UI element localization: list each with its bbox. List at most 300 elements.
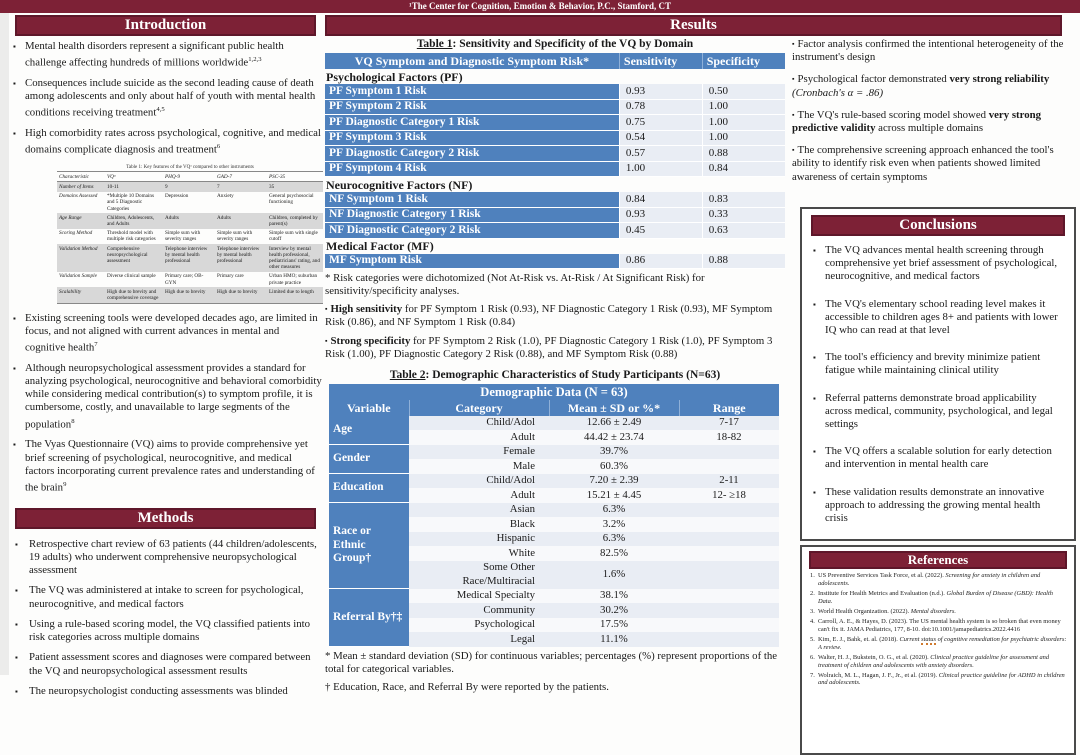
row-label: Scalability [57, 287, 105, 303]
row-label: Age Range [57, 213, 105, 228]
table-row [57, 244, 323, 272]
bullet-marker: ▪ [325, 336, 328, 345]
text-segment: Consequences include suicide as the second leading cause of death among adolescents and only about half of youth with mental health conditions receiving treatment [25, 77, 316, 119]
conclusion-bullet [811, 298, 1065, 338]
text-segment: The VQ's elementary school reading level makes it accessible to children ages 8+ and patients with lower IQ who can read at that level [825, 297, 1058, 337]
category-value: Hispanic [409, 532, 549, 547]
comparison-table-caption: Table 1: Key features of the VQᵃ compared to other instruments [126, 165, 254, 171]
category-value: Child/Adol [409, 474, 549, 489]
reference-item [809, 572, 1067, 587]
text-segment: Although neuropsychological assessment provides a standard for analyzing psychological, neurocognitive and behavioral comorbidity while considering medical contribution(s) to symptom profile, it is cumbersome, costly, and unavailable to large segments of the population [25, 361, 322, 431]
demographics-table [329, 384, 779, 648]
text-segment: Using a rule-based scoring model, the VQ classified patients into risk categories across multiple domains [29, 617, 311, 644]
risk-label: MF Symptom Risk [325, 254, 619, 269]
cell-value: Primary care; OB-GYN [165, 273, 204, 286]
bullet-marker: ▪ [15, 653, 18, 663]
table1-caption-rest: : Sensitivity and Specificity of the VQ by Domain [452, 38, 694, 50]
cell-value: Diverse clinical sample [107, 273, 156, 280]
cell-value: Limited due to length [267, 287, 323, 303]
cell-value: 35 [267, 182, 323, 192]
range-value [679, 517, 779, 532]
cell-value: *Multiple 10 Domains and 5 Diagnostic Categories [107, 193, 154, 212]
column-header: Sensitivity [619, 53, 702, 69]
text-segment: very strong predictive validity [792, 108, 1042, 135]
reference-item [809, 618, 1067, 633]
sensitivity-value: 0.57 [619, 146, 702, 162]
row-label: Scoring Method [59, 230, 93, 237]
sensitivity-value: 0.78 [619, 99, 702, 115]
reference-item [809, 636, 1067, 651]
category-value: Female [409, 445, 549, 460]
cell-value: High due to brevity and comprehensive coverage [105, 287, 163, 303]
specificity-value: 0.63 [702, 223, 785, 239]
specificity-value: 0.33 [702, 207, 785, 223]
range-value [679, 618, 779, 633]
results-middle-column [325, 37, 785, 698]
text-segment: 7 [94, 341, 98, 349]
cell-value: Children, Adolescents, and Adults [105, 213, 163, 228]
text-segment: Existing screening tools were developed decades ago, are limited in focus, and not aligned with current advances in mental and cognitive health [25, 311, 318, 354]
bullet-marker: ▪ [15, 586, 18, 596]
range-value [679, 503, 779, 518]
variable-label: Referral By†‡ [329, 589, 409, 647]
text-segment: Factor analysis confirmed the intentional heterogeneity of the instrument's design [792, 38, 1064, 64]
reference-number: 3. [810, 607, 815, 615]
mean-value: 39.7% [549, 445, 679, 460]
reference-item [809, 672, 1067, 687]
reference-number: 6. [810, 653, 815, 661]
bullet-marker: ▪ [15, 686, 18, 696]
bullet-marker: ▪ [813, 246, 816, 255]
specificity-value: 1.00 [702, 115, 785, 131]
column-header: Variable [329, 400, 409, 416]
section-label: Psychological Factors (PF) [326, 69, 463, 84]
text-segment: Patient assessment scores and diagnoses were compared between the VQ and neuropsychological assessment results [29, 651, 311, 677]
variable-label: Race or Ethnic Group† [329, 503, 409, 589]
range-value [679, 445, 779, 460]
risk-label: PF Symptom 1 Risk [325, 84, 619, 99]
table2-caption-label: Table 2 [389, 368, 426, 381]
category-value: Asian [409, 503, 549, 518]
bullet-item [12, 312, 322, 355]
affiliation-banner [0, 0, 1080, 13]
category-value: Adult [409, 488, 549, 503]
cell-value: Simple sum with single cutoff [269, 230, 318, 243]
text-segment: Walter, H. J., Bukstein, O. G., et al. (2020). [818, 653, 931, 661]
cell-value: Children, completed by parent(s) [267, 213, 323, 228]
table1-caption [325, 38, 785, 50]
text-segment: 1,2,3 [248, 56, 262, 64]
conclusions-box [800, 207, 1076, 541]
text-segment: The neuropsychologist conducting assessments was blinded [29, 684, 288, 697]
table2-footnote: † Education, Race, and Referral By were reported by the patients. [325, 680, 609, 693]
mean-value: 7.20 ± 2.39 [549, 474, 679, 489]
section-header-conclusions: Conclusions [811, 215, 1065, 236]
section-label: Neurocognitive Factors (NF) [326, 177, 473, 192]
text-segment: Kim, E. J., Bahk, et. al. (2018). [818, 635, 900, 643]
sensitivity-value: 0.84 [619, 192, 702, 207]
bullet-marker: ▪ [792, 146, 795, 155]
range-value [679, 632, 779, 647]
bullet-marker: ▪ [792, 75, 795, 84]
sensitivity-value: 0.93 [619, 207, 702, 223]
cell-value: 7 [215, 182, 267, 192]
mean-value: 3.2% [549, 517, 679, 532]
text-segment: The VQ offers a scalable solution for early detection and intervention in mental health care [825, 445, 1052, 471]
cell-value: Primary care [217, 273, 244, 280]
risk-label: PF Symptom 2 Risk [325, 99, 619, 115]
text-segment: Clinical practice guideline for assessment and treatment of children and adolescents with anxiety disorders. [818, 653, 1050, 669]
table-row [329, 474, 779, 489]
bullet-marker: ▪ [13, 440, 16, 450]
table2-title-row [329, 384, 779, 400]
table2-title: Demographic Data (N = 63) [329, 384, 779, 400]
bullet-marker: ▪ [15, 539, 18, 549]
cell-value: Depression [165, 193, 189, 200]
table-row [57, 213, 323, 228]
cell-value: Telephone interview by mental health professional [215, 244, 267, 272]
cell-value: General psychosocial functioning [269, 193, 314, 206]
row-label: Validation Method [57, 244, 105, 272]
range-value: 12- ≥18 [679, 488, 779, 503]
conclusion-bullet [811, 445, 1065, 471]
bullet-marker: ▪ [13, 129, 16, 139]
section-row [325, 177, 785, 193]
text-segment: for PF Symptom 1 Risk (0.93), NF Diagnostic Category 1 Risk (0.93), MF Symptom Risk (0.86), and NF Symptom 1 Risk (0.84) [325, 302, 773, 328]
conclusion-bullet [811, 244, 1065, 284]
table1-header-row [325, 53, 785, 69]
sensitivity-value: 0.54 [619, 130, 702, 146]
reference-number: 5. [810, 635, 815, 643]
bullet-marker: ▪ [792, 110, 795, 119]
bullet-marker: ▪ [813, 393, 816, 403]
bullet-marker: ▪ [13, 363, 16, 373]
comparison-header-row [57, 172, 323, 182]
category-value: Community [409, 603, 549, 618]
section-row [325, 69, 785, 84]
text-segment: Wolraich, M. L., Hagan, J. F., Jr., et al. (2019). [818, 671, 939, 679]
text-segment: (Cronbach's α = .86) [792, 86, 884, 99]
bullet-marker: ▪ [13, 313, 16, 323]
bullet-marker: ▪ [813, 299, 816, 309]
category-value: White [409, 546, 549, 561]
reference-item [809, 654, 1067, 669]
sensitivity-value: 0.45 [619, 223, 702, 239]
text-segment: The VQ's rule-based scoring model showed [797, 108, 989, 121]
cell-value: Adults [215, 213, 267, 228]
bullet-item [12, 584, 322, 610]
column-header: VQ Symptom and Diagnostic Symptom Risk* [325, 53, 619, 69]
cell-value: Interview by mental health professional, pediatricians' rating, and other measures [267, 244, 323, 272]
cell-value: Anxiety [217, 193, 234, 200]
risk-label: PF Diagnostic Category 2 Risk [325, 146, 619, 162]
section-label: Medical Factor (MF) [326, 239, 434, 253]
text-segment: Institute for Health Metrics and Evaluation (n.d.). [818, 589, 947, 597]
mean-value: 44.42 ± 23.74 [549, 430, 679, 445]
risk-label: PF Symptom 4 Risk [325, 161, 619, 177]
table-row [57, 287, 323, 303]
references-list [809, 572, 1067, 687]
row-label: Number of Items [57, 182, 105, 192]
table-row [57, 182, 323, 192]
column-header: Characteristic [57, 172, 105, 182]
bullet-item [325, 335, 785, 361]
range-value: 7-17 [679, 416, 779, 431]
section-header-references: References [809, 551, 1067, 569]
column-header: PHQ-9 [163, 172, 215, 182]
table-row [325, 99, 785, 115]
reference-number: 1. [810, 572, 815, 579]
text-segment: Psychological factor demonstrated [797, 73, 950, 86]
text-segment: The VQ advances mental health screening through comprehensive yet brief assessment of psychological, neurocognitive, and medical factors [825, 244, 1058, 283]
bullet-item [12, 538, 322, 578]
bullet-marker: ▪ [13, 79, 16, 88]
text-segment: High comorbidity rates across psychological, cognitive, and medical domains complicate diagnosis and treatment [25, 127, 321, 156]
conclusion-bullet [811, 392, 1065, 432]
column-header: Specificity [702, 53, 785, 69]
bullet-marker: ▪ [13, 42, 16, 51]
bullet-item [12, 362, 322, 432]
cell-value: Simple sum with severity ranges [165, 230, 201, 243]
reference-item [809, 608, 1067, 616]
range-value [679, 532, 779, 547]
category-value: Black [409, 517, 549, 532]
category-value: Male [409, 459, 549, 474]
range-value [679, 589, 779, 604]
section-row [325, 238, 785, 254]
specificity-value: 1.00 [702, 130, 785, 146]
text-segment: Referral patterns demonstrate broad applicability across medical, community, psychological, and legal settings [825, 391, 1053, 431]
table-row [329, 503, 779, 518]
introduction-bullets-top [12, 40, 322, 157]
column-header: Category [409, 400, 549, 416]
variable-label: Education [329, 474, 409, 503]
cell-value: High due to brevity [163, 287, 215, 303]
reference-number: 4. [810, 618, 815, 626]
text-segment: 9 [63, 481, 67, 489]
section-header-results: Results [325, 15, 1062, 36]
left-column [12, 40, 322, 705]
text-segment: World Health Organization. (2022). [818, 607, 911, 615]
references-box [800, 545, 1076, 755]
conclusion-bullet [811, 351, 1065, 377]
column-header: PSC-35 [267, 172, 323, 182]
table-row [325, 146, 785, 162]
text-segment: The comprehensive screening approach enhanced the tool's ability to identify risk even when patients showed limited awareness of certain symptoms [792, 144, 1054, 183]
risk-label: NF Diagnostic Category 1 Risk [325, 207, 619, 223]
bullet-item [792, 109, 1078, 135]
reference-number: 2. [810, 589, 815, 597]
category-value: Child/Adol [409, 416, 549, 431]
text-segment: Mental health disorders represent a significant public health challenge affecting hundreds of millions worldwide [25, 40, 284, 69]
column-header: GAD-7 [215, 172, 267, 182]
text-segment: 4,5 [156, 106, 165, 114]
mean-value: 6.3% [549, 532, 679, 547]
bullet-item [12, 127, 322, 157]
bullet-marker: ▪ [813, 487, 816, 497]
right-column [792, 38, 1078, 687]
cell-value: High due to brevity [215, 287, 267, 303]
sensitivity-specificity-table [325, 53, 785, 269]
range-value [679, 603, 779, 618]
mean-value: 30.2% [549, 603, 679, 618]
text-segment: status [921, 635, 936, 643]
risk-label: PF Symptom 3 Risk [325, 130, 619, 146]
bullet-item [12, 40, 322, 70]
reference-item [809, 590, 1067, 605]
category-value: Adult [409, 430, 549, 445]
table-row [329, 589, 779, 604]
table2-header-row [329, 400, 779, 416]
text-segment: Current [899, 635, 922, 643]
text-segment: of cognitive remediation for psychiatric disorders: A review. [818, 635, 1067, 651]
table-row [57, 229, 323, 244]
bullet-item [792, 38, 1078, 64]
specificity-value: 0.88 [702, 254, 785, 269]
bullet-marker: ▪ [325, 304, 328, 313]
mean-value: 15.21 ± 4.45 [549, 488, 679, 503]
table2-footnote: * Mean ± standard deviation (SD) for continuous variables; percentages (%) represent proportions of the total for categorical variables. [325, 650, 778, 675]
specificity-value: 0.88 [702, 146, 785, 162]
category-value: Medical Specialty [409, 589, 549, 604]
row-label: Domains Assessed [59, 193, 98, 200]
text-segment: These validation results demonstrate an innovative approach to addressing the growing mental health crisis [825, 485, 1045, 525]
results-key-findings [325, 303, 785, 361]
text-segment: Strong specificity [330, 334, 411, 347]
text-segment: very strong reliability [949, 73, 1050, 86]
mean-value: 17.5% [549, 618, 679, 633]
table-row [57, 272, 323, 287]
affiliation-text: ¹The Center for Cognition, Emotion & Behavior, P.C., Stamford, CT [409, 1, 671, 11]
sensitivity-value: 0.93 [619, 84, 702, 99]
table-row [325, 84, 785, 99]
text-segment: Retrospective chart review of 63 patients (44 children/adolescents, 19 adults) who underwent comprehensive neuropsychological assessment [29, 537, 317, 577]
methods-bullets [12, 538, 322, 698]
table-row [325, 223, 785, 239]
bullet-item [12, 618, 322, 644]
bullet-marker: ▪ [792, 40, 795, 48]
specificity-value: 0.50 [702, 84, 785, 99]
bullet-item [792, 144, 1078, 184]
row-label: Validation Sample [59, 273, 97, 280]
category-value: Legal [409, 632, 549, 647]
bullet-item [12, 685, 322, 698]
risk-label: NF Symptom 1 Risk [325, 192, 619, 207]
cell-value: Telephone interview by mental health professional [163, 244, 215, 272]
bullet-marker: ▪ [813, 447, 816, 457]
range-value [679, 546, 779, 561]
table2-caption-rest: : Demographic Characteristics of Study Participants (N=63) [425, 368, 721, 381]
mean-value: 60.3% [549, 459, 679, 474]
mean-value: 82.5% [549, 546, 679, 561]
cell-value: Threshold model with multiple risk categories [107, 230, 156, 243]
bullet-marker: ▪ [15, 619, 18, 629]
text-segment: Global Burden of Disease (GBD): Health Data. [818, 589, 1053, 605]
specificity-value: 0.84 [702, 161, 785, 177]
text-segment: Clinical practice guideline for ADHD in children and adolescents. [818, 671, 1065, 687]
table-row [325, 115, 785, 131]
results-side-bullets [792, 38, 1078, 184]
mean-value: 38.1% [549, 589, 679, 604]
bullet-item [325, 303, 785, 329]
risk-label: NF Diagnostic Category 2 Risk [325, 223, 619, 239]
text-segment: 6 [216, 143, 221, 151]
cell-value: Urban HMO; suburban private practice [269, 273, 318, 286]
variable-label: Gender [329, 445, 409, 474]
section-header-methods: Methods [15, 508, 316, 529]
table-row [57, 192, 323, 214]
cell-value: Simple sum with severity ranges [217, 230, 253, 243]
table1-footnote: * Risk categories were dichotomized (Not At-Risk vs. At-Risk / At Significant Risk) for sensitivity/specificity analyses. [325, 272, 705, 297]
cell-value: 10-11 [105, 182, 163, 192]
text-segment: Screening for anxiety in children and adolescents. [818, 572, 1041, 587]
mean-value: 6.3% [549, 503, 679, 518]
bullet-item [12, 77, 322, 120]
cell-value: Adults [163, 213, 215, 228]
table-row [325, 207, 785, 223]
mean-value: 11.1% [549, 632, 679, 647]
text-segment: The Vyas Questionnaire (VQ) aims to provide comprehensive yet brief screening of psychological, neurocognitive, and medical factors incorporating current prevalence rates and understanding of the brain [25, 438, 315, 494]
table-row [325, 192, 785, 207]
bullet-item [792, 73, 1078, 99]
text-segment: US Preventive Services Task Force, et al. (2022). [818, 572, 946, 579]
table2-caption [325, 369, 785, 381]
column-header: Mean ± SD or %* [549, 400, 679, 416]
mean-value: 1.6% [549, 561, 679, 589]
sensitivity-value: 0.86 [619, 254, 702, 269]
category-value: Some Other Race/Multiracial [409, 561, 549, 589]
cell-value: 9 [163, 182, 215, 192]
section-header-introduction: Introduction [15, 15, 316, 36]
range-value [679, 459, 779, 474]
table-row [329, 445, 779, 460]
variable-label: Age [329, 416, 409, 445]
table-row [325, 130, 785, 146]
text-segment: for PF Symptom 2 Risk (1.0), PF Diagnostic Category 1 Risk (1.0), PF Symptom 3 Risk (1.00), PF Diagnostic Category 2 Risk (0.88), and MF Symptom Risk (0.88) [325, 334, 773, 360]
bullet-item [12, 438, 322, 494]
reference-number: 7. [810, 671, 815, 679]
risk-label: PF Diagnostic Category 1 Risk [325, 115, 619, 131]
specificity-value: 1.00 [702, 99, 785, 115]
table2-footnotes [325, 650, 785, 693]
text-segment: The tool's efficiency and brevity minimize patient fatigue while maintaining clinical utility [825, 351, 1041, 377]
category-value: Psychological [409, 618, 549, 633]
column-header: Range [679, 400, 779, 416]
sensitivity-value: 0.75 [619, 115, 702, 131]
text-segment: Mental disorders. [910, 607, 956, 615]
sensitivity-value: 1.00 [619, 161, 702, 177]
mean-value: 12.66 ± 2.49 [549, 416, 679, 431]
conclusions-bullets [811, 244, 1065, 525]
range-value [679, 561, 779, 589]
table-row [325, 161, 785, 177]
column-header: VQᵃ [105, 172, 163, 182]
comparison-table [57, 171, 323, 303]
bullet-marker: ▪ [813, 353, 816, 363]
table-row [329, 416, 779, 431]
text-segment: across multiple domains [875, 122, 984, 135]
text-segment: High sensitivity [330, 302, 403, 315]
bullet-item [12, 651, 322, 677]
text-segment: Carroll, A. E., & Hayes, D. (2023). The US mental health system is so broken that even money can't fix it. JAMA Pediatrics, 177, 8-10. doi:10.1001/jamapediatrics.2022.4416 [818, 618, 1061, 633]
text-segment: The VQ was administered at intake to screen for psychological, neurocognitive, and medical factors [29, 584, 304, 610]
range-value: 18-82 [679, 430, 779, 445]
page-left-gutter [0, 13, 9, 675]
conclusion-bullet [811, 486, 1065, 526]
table1-caption-label: Table 1 [416, 38, 453, 50]
text-segment: 8 [71, 417, 75, 425]
cell-value: Comprehensive neuropsychological assessment [105, 244, 163, 272]
